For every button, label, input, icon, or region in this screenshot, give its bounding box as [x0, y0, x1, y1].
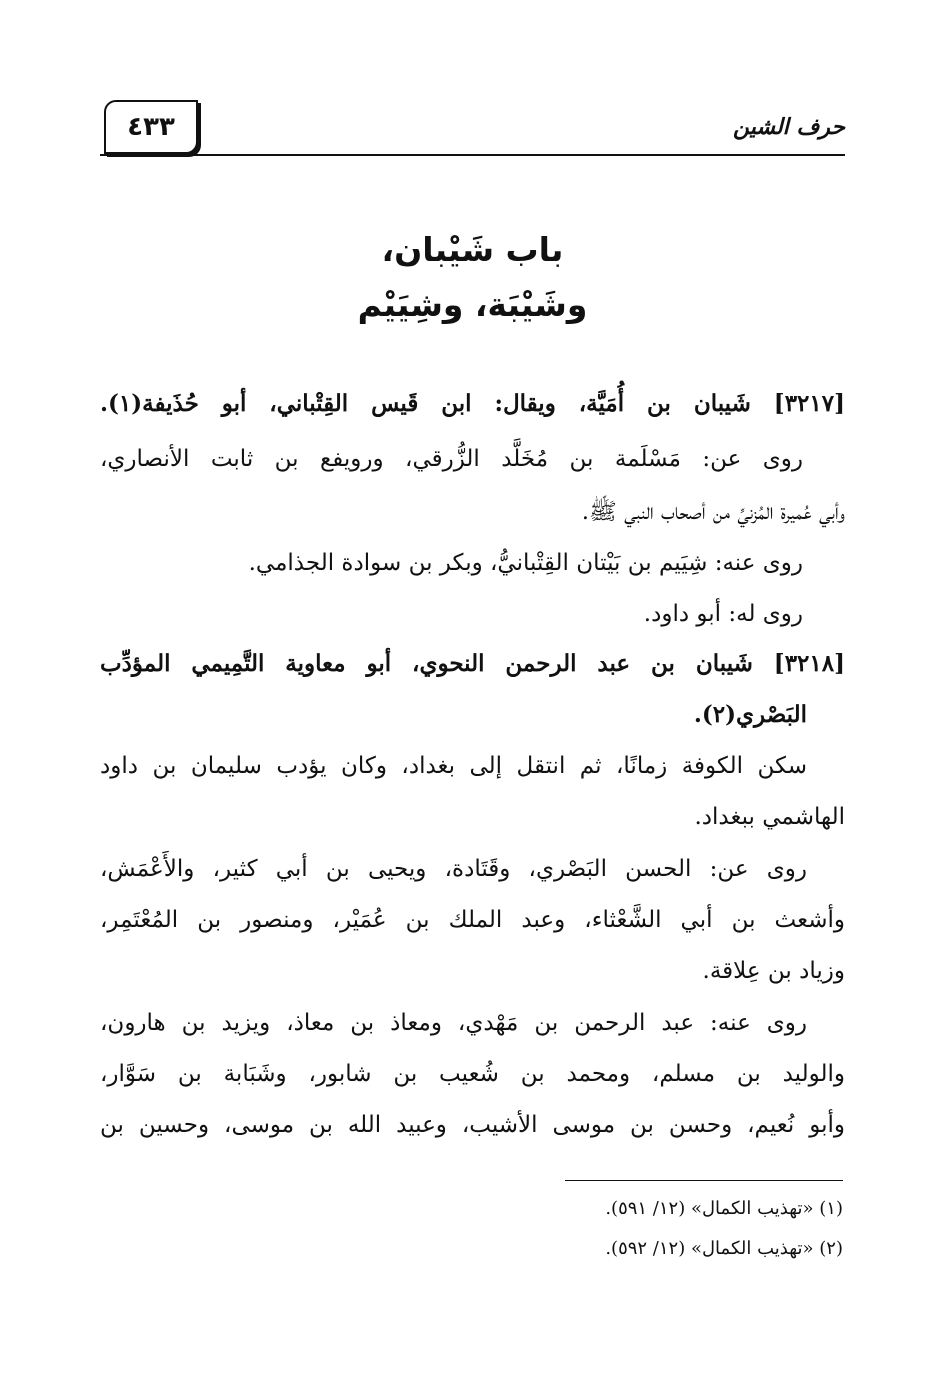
- footnote-1: (١) «تهذيب الكمال» (١٢/ ٥٩١).: [605, 1198, 843, 1219]
- text-line: روى عن: الحسن البَصْري، وقَتَادة، ويحيى بن أبي كثير، والأَعْمَش،: [100, 856, 807, 882]
- text-line: روى عن: مَسْلَمة بن مُخَلَّد الزُّرقي، ورويفع بن ثابت الأنصاري،: [100, 446, 803, 472]
- text-line: الهاشمي ببغداد.: [694, 804, 845, 830]
- text-line: روى عنه: عبد الرحمن بن مَهْدي، ومعاذ بن معاذ، ويزيد بن هارون،: [100, 1010, 807, 1036]
- chapter-title-line-1: باب شَيْبان،: [381, 230, 564, 269]
- footnote-separator: [565, 1180, 843, 1181]
- footnote-2: (٢) «تهذيب الكمال» (١٢/ ٥٩٢).: [605, 1238, 843, 1259]
- text-line: وزياد بن عِلاقة.: [702, 958, 845, 984]
- text-line: وأبي عُميرة المُزنيِّ من أصحاب النبي ﷺ.: [581, 499, 845, 525]
- chapter-title-line-2: وشَيْبَة، وشِيَيْم: [357, 285, 588, 324]
- entry-heading: [٣٢١٧] شَيبان بن أُمَيَّة، ويقال: ابن قَيس القِتْباني، أبو حُذَيفة(١).: [100, 390, 845, 417]
- text-line: وأشعث بن أبي الشَّعْثاء، وعبد الملك بن عُمَيْر، ومنصور بن المُعْتَمِر،: [100, 907, 845, 933]
- page-number: ٤٣٣: [104, 100, 198, 154]
- entry-heading-cont: البَصْري(٢).: [693, 701, 807, 728]
- text-line: والوليد بن مسلم، ومحمد بن شُعيب بن شابور، وشَبَابة بن سَوَّار،: [100, 1061, 845, 1087]
- entry-heading: [٣٢١٨] شَيبان بن عبد الرحمن النحوي، أبو معاوية التَّمِيمي المؤدِّب: [100, 650, 845, 677]
- header-rule: [100, 154, 845, 156]
- text-line: روى عنه: شِيَيم بن بَيْتان القِتْبانيُّ، وبكر بن سوادة الجذامي.: [248, 550, 803, 576]
- text-line: سكن الكوفة زمانًا، ثم انتقل إلى بغداد، وكان يؤدب سليمان بن داود: [100, 753, 807, 779]
- text-line: روى له: أبو داود.: [643, 601, 803, 627]
- page-header: [100, 96, 845, 158]
- text-line: وأبو نُعيم، وحسن بن موسى الأشيب، وعبيد الله بن موسى، وحسين بن: [100, 1112, 845, 1138]
- running-title: حرف الشين: [732, 114, 845, 140]
